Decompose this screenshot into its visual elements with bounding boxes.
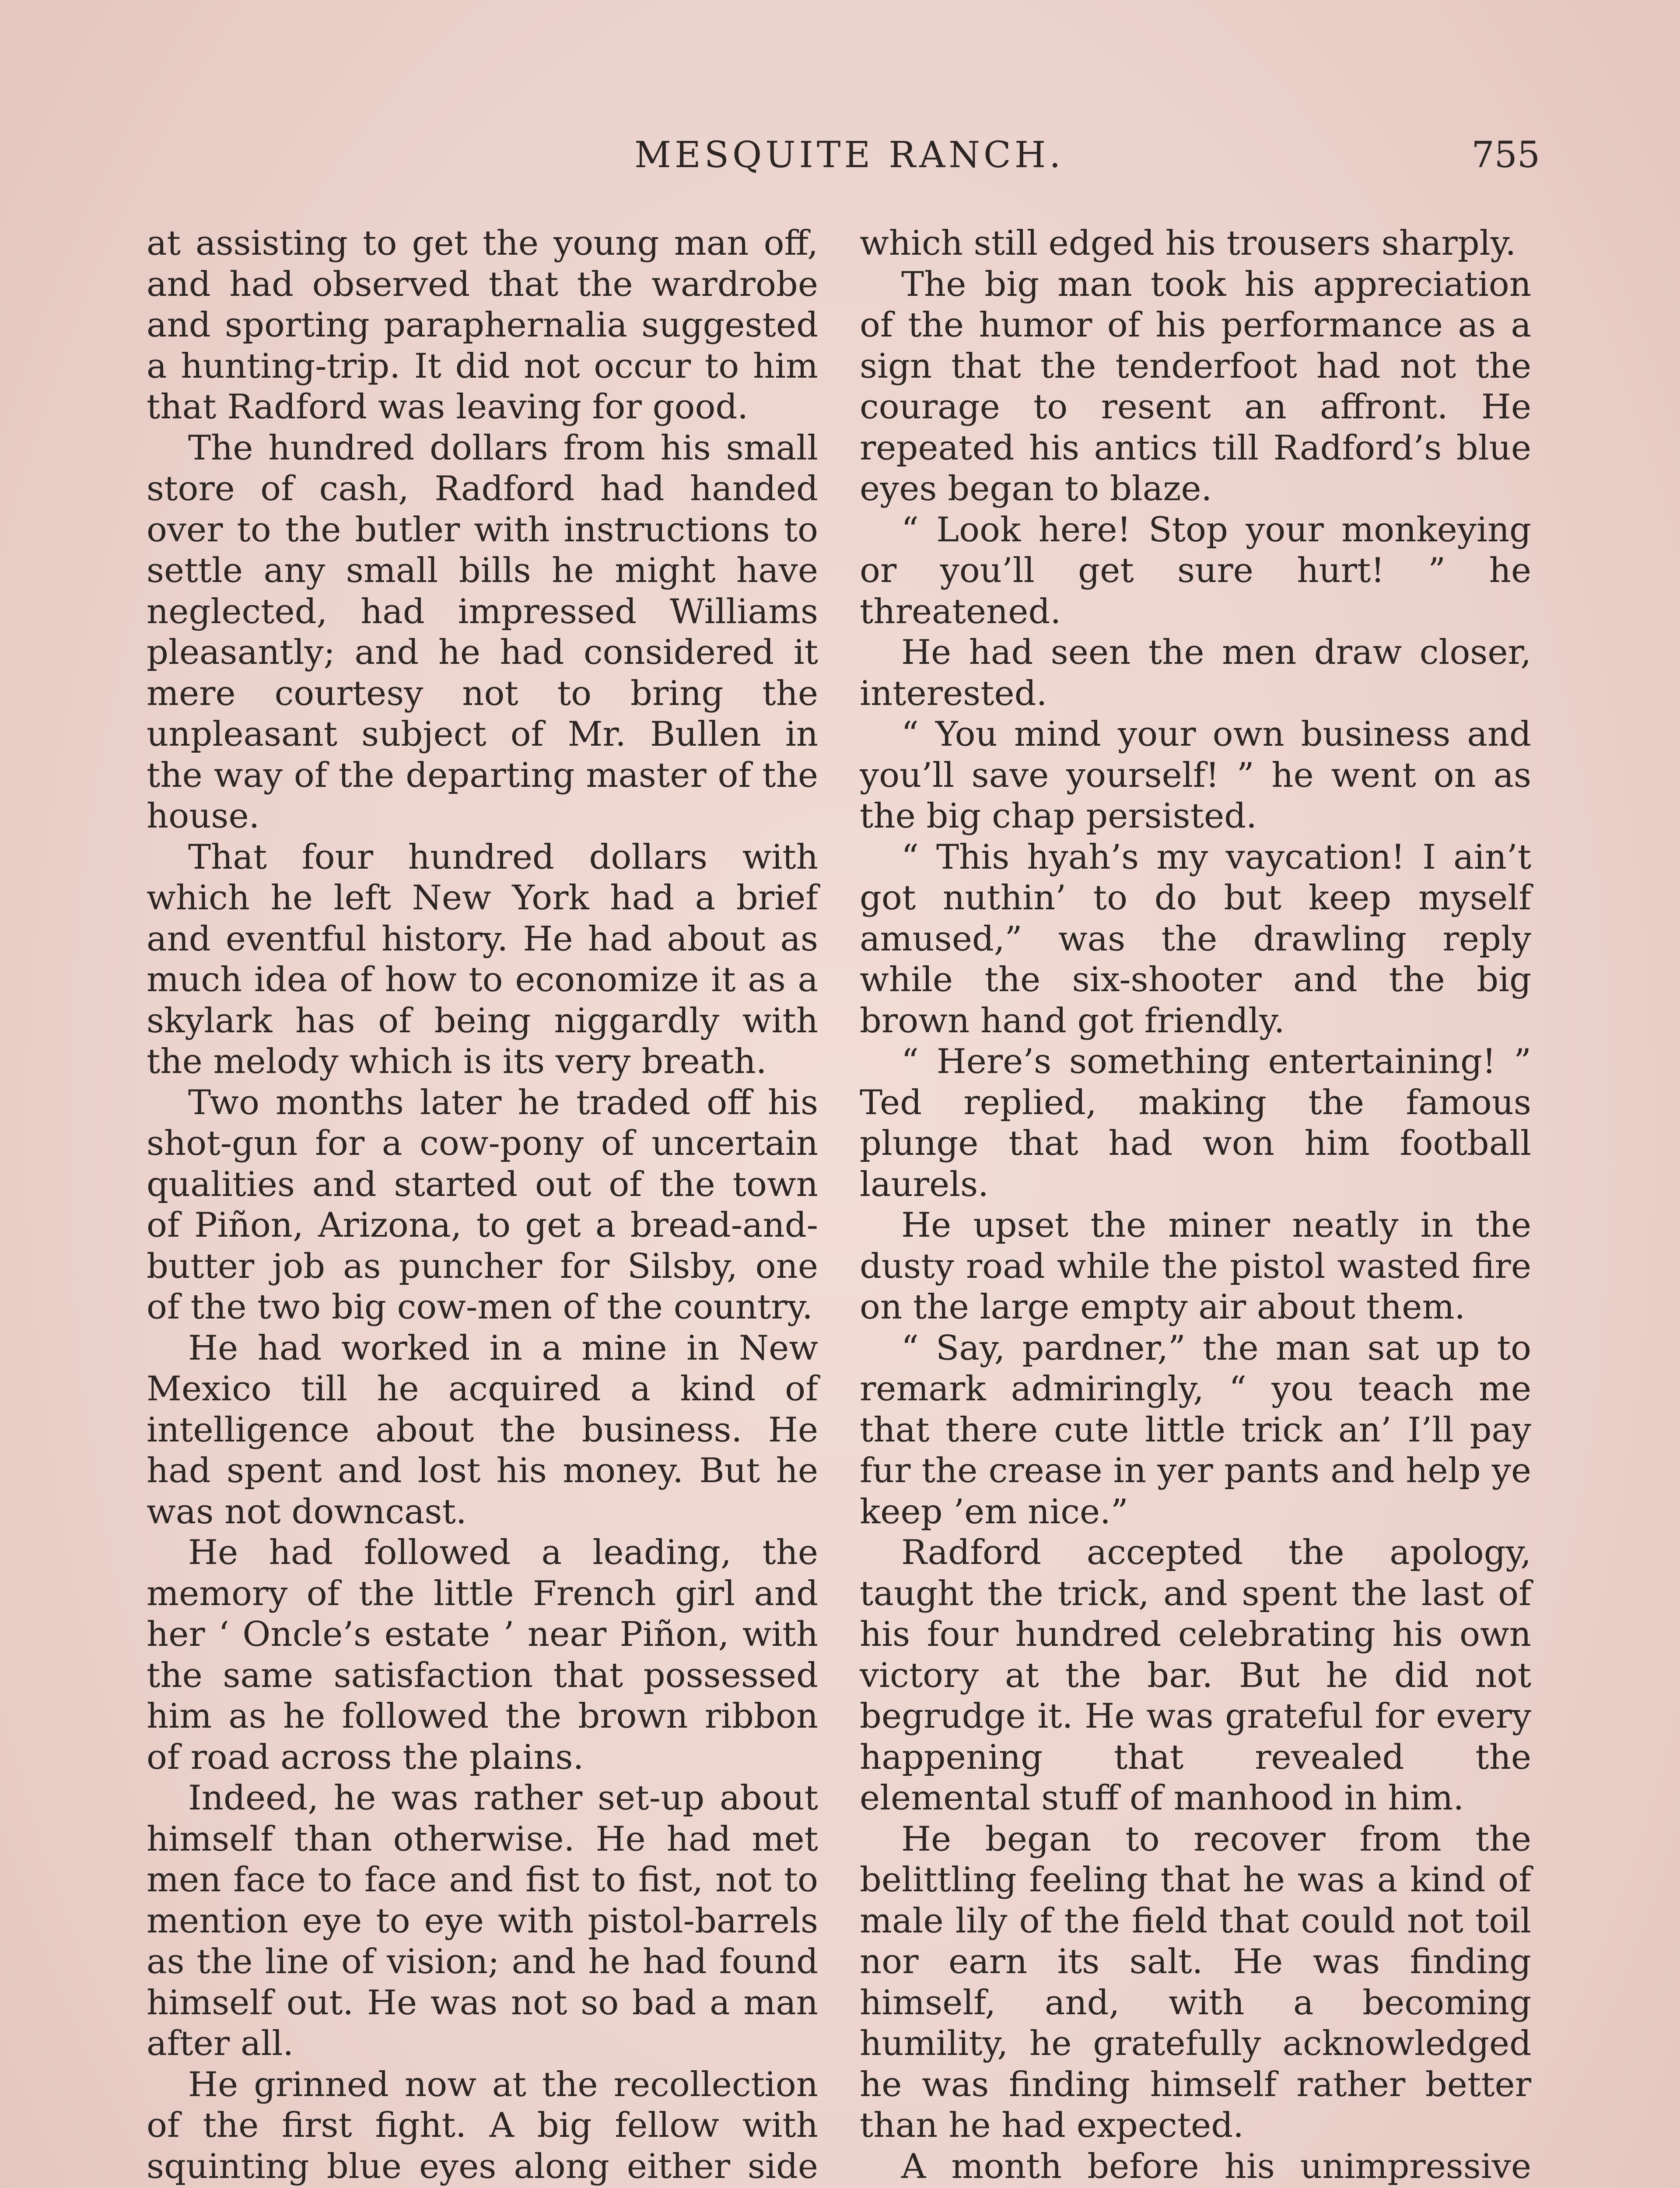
- running-title: MESQUITE RANCH.: [634, 134, 1064, 176]
- paragraph: He had worked in a mine in New Mexico till he acquired a kind of intelligence about the business. He had spent and lost his money. But he was not downcast.: [147, 1328, 818, 1532]
- paragraph: The big man took his appreciation of the humor of his performance as a sign that the tenderfoot had not the courage to resent an affront. He repeated his antics till Radford’s blue eyes began to blaze.: [860, 264, 1531, 508]
- paragraph: “ Look here! Stop your monkeying or you’ll get sure hurt! ” he threatened.: [860, 510, 1531, 631]
- paragraph: which still edged his trousers sharply.: [860, 224, 1516, 263]
- paragraph: “ Say, pardner,” the man sat up to remark admiringly, “ you teach me that there cute little trick an’ I’ll pay fur the crease in yer pants and help ye keep ’em nice.”: [860, 1328, 1531, 1532]
- page-number: 755: [1471, 134, 1540, 176]
- paragraph: He had followed a leading, the memory of the little French girl and her ‘ Oncle’s estate ’ near Piñon, with the same satisfaction that possessed him as he followed the brown ribbon of road across the plains.: [147, 1533, 818, 1777]
- paragraph: He had seen the men draw closer, interested.: [860, 633, 1531, 713]
- paragraph: “ You mind your own business and you’ll save yourself! ” he went on as the big chap persisted.: [860, 715, 1531, 836]
- paragraph: “ This hyah’s my vaycation! I ain’t got nuthin’ to do but keep myself amused,” was the drawling reply while the six-shooter and the big brown hand got friendly.: [860, 837, 1531, 1041]
- paragraph: He grinned now at the recollection of the first fight. A big fellow with squinting blue eyes along either side: [147, 2065, 818, 2186]
- running-header: [144, 131, 1540, 179]
- paragraph: Radford accepted the apology, taught the trick, and spent the last of his four hundred celebrating his own victory at the bar. But he did not begrudge it. He was grateful for every happening that revealed the elemental stuff of manhood in him.: [860, 1533, 1531, 1818]
- right-column: [860, 223, 1531, 2188]
- paragraph: He upset the miner neatly in the dusty road while the pistol wasted fire on the large empty air about them.: [860, 1206, 1531, 1327]
- paragraph: “ Here’s something entertaining! ” Ted replied, making the famous plunge that had won him football laurels.: [860, 1042, 1531, 1204]
- paragraph: at assisting to get the young man off, and had observed that the wardrobe and sporting paraphernalia suggested a hunting-trip. It did not occur to him that Radford was leaving for good.: [147, 224, 818, 427]
- paragraph: The hundred dollars from his small store of cash, Radford had handed over to the butler with instructions to settle any small bills he might have neglected, had impressed Williams pleasantly; and he had considered it mere courtesy not to bring the unpleasant subject of Mr. Bullen in the way of the departing master of the house.: [147, 428, 818, 836]
- paragraph: Two months later he traded off his shot-gun for a cow-pony of uncertain qualities and started out of the town of Piñon, Arizona, to get a bread-and-butter job as puncher for Silsby, one of the two big cow-men of the country.: [147, 1083, 818, 1327]
- paragraph: Indeed, he was rather set-up about himself than otherwise. He had met men face to face and fist to fist, not to mention eye to eye with pistol-barrels as the line of vision; and he had found himself out. He was not so bad a man after all.: [147, 1778, 818, 2063]
- paragraph: A month before his unimpressive: [901, 2146, 1531, 2186]
- left-column: [147, 223, 818, 2188]
- paragraph: He began to recover from the belittling feeling that he was a kind of male lily of the field that could not toil nor earn its salt. He was finding himself, and, with a becoming humility, he gratefully acknowledged he was finding himself rather better than he had expected.: [860, 1819, 1531, 2145]
- paragraph: That four hundred dollars with which he left New York had a brief and eventful history. He had about as much idea of how to economize it as a skylark has of being niggardly with the melody which is its very breath.: [147, 837, 818, 1081]
